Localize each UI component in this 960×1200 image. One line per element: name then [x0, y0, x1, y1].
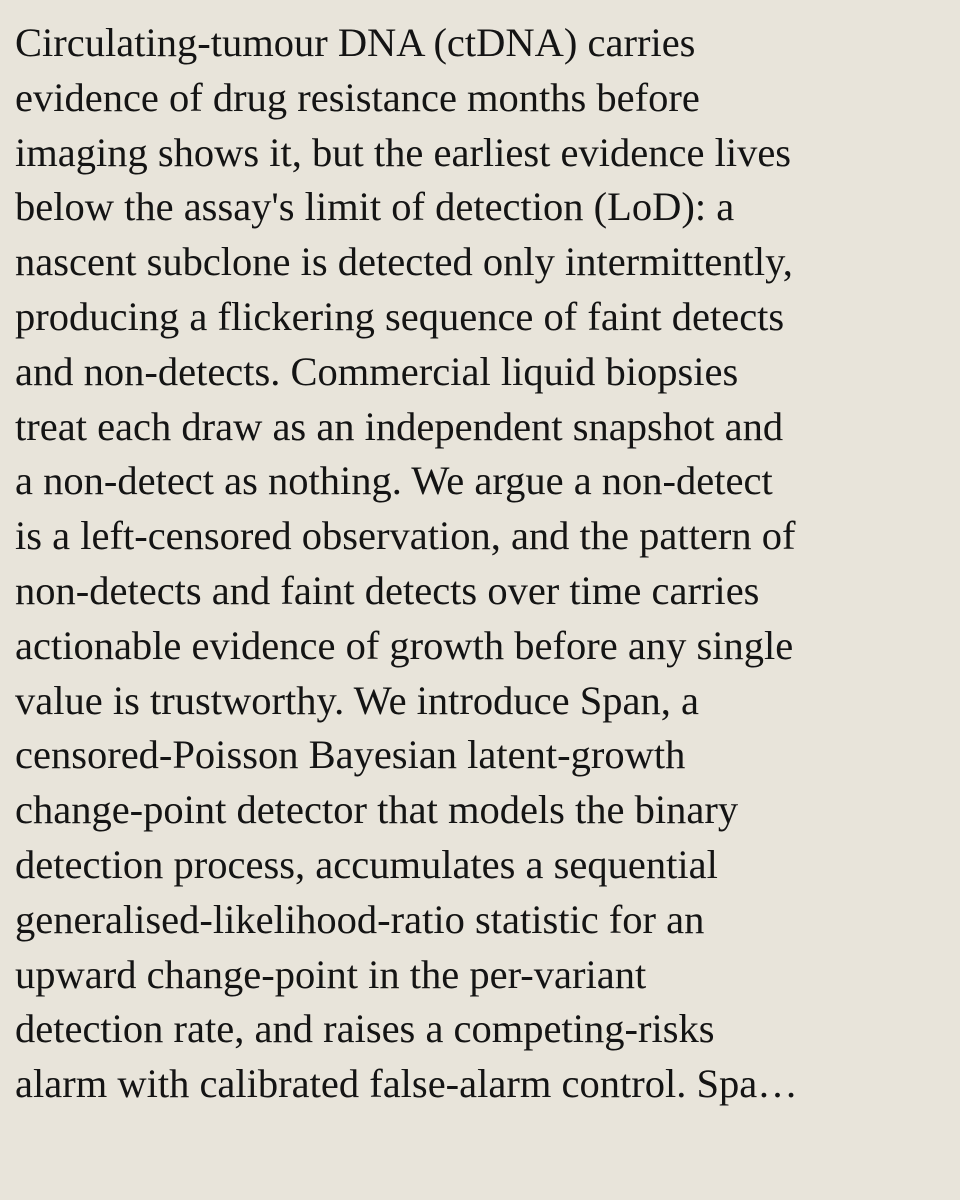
text-line: Circulating-tumour DNA (ctDNA) carries	[15, 20, 696, 65]
text-line: a non-detect as nothing. We argue a non-detect	[15, 458, 773, 504]
abstract-paragraph	[15, 16, 798, 1112]
text-line: imaging shows it, but the earliest evidence lives	[15, 129, 792, 175]
text-line: censored-Poisson Bayesian latent-growth	[15, 732, 686, 778]
text-line: is a left-censored observation, and the pattern of	[15, 513, 796, 559]
text-line: generalised-likelihood-ratio statistic for an	[15, 896, 705, 942]
text-line: below the assay's limit of detection (LoD): a	[15, 184, 735, 230]
text-line: producing a flickering sequence of faint detects	[15, 293, 785, 339]
text-line: treat each draw as an independent snapshot and	[15, 403, 784, 449]
text-line: value is trustworthy. We introduce Span, a	[15, 677, 699, 723]
text-line: detection rate, and raises a competing-risks	[15, 1006, 715, 1052]
text-line: evidence of drug resistance months before	[15, 74, 700, 120]
text-line: detection process, accumulates a sequential	[15, 841, 718, 887]
text-line: nascent subclone is detected only intermittently,	[15, 239, 793, 285]
text-line: upward change-point in the per-variant	[15, 951, 647, 997]
text-line: actionable evidence of growth before any single	[15, 622, 794, 668]
text-line: non-detects and faint detects over time carries	[15, 567, 760, 613]
text-line: alarm with calibrated false-alarm control. Spa…	[15, 1061, 798, 1107]
text-line: change-point detector that models the binary	[15, 787, 739, 833]
text-line: and non-detects. Commercial liquid biopsies	[15, 348, 739, 394]
